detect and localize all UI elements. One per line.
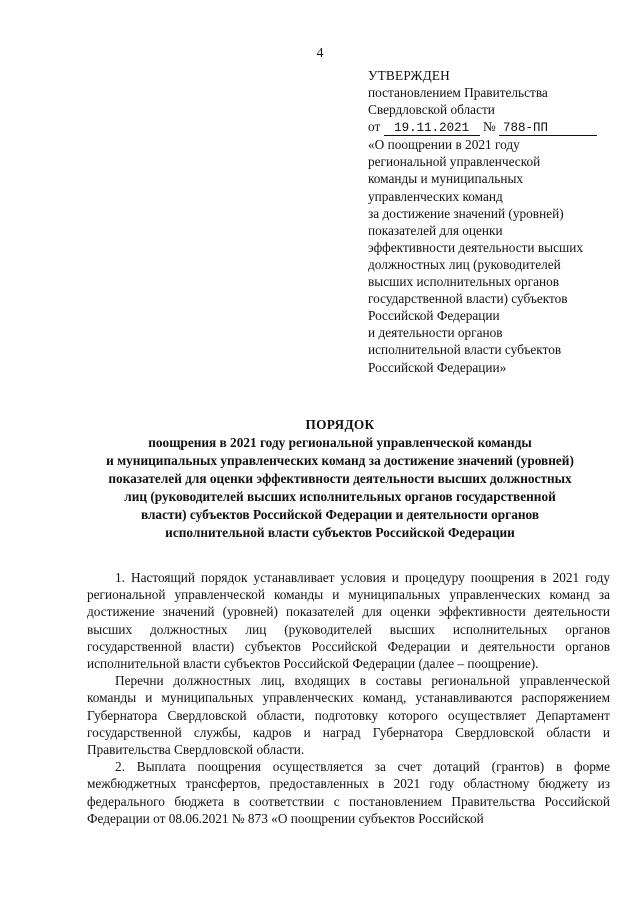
- approval-date-line: [368, 118, 628, 136]
- approval-title-line: исполнительной власти субъектов: [368, 342, 562, 358]
- approval-title-line: Российской Федерации»: [368, 359, 507, 375]
- body-paragraph: 2. Выплата поощрения осуществляется за счет дотаций (грантов) в форме межбюджетных трансфертов, предоставленных в 2021 году областному бюджету из федерального бюджета в соответствии с постановлением Правительства Российской Федерации от 08.06.2021 № 873 «О поощрении субъектов Российской: [87, 759, 610, 826]
- document-title-line: власти) субъектов Российской Федерации и деятельности органов: [140, 507, 540, 522]
- approval-title-line: команды и муниципальных: [368, 171, 524, 187]
- body-paragraph: 1. Настоящий порядок устанавливает условия и процедуру поощрения в 2021 году региональной управленческой команды и муниципальных управленческих команд за достижение значений (уровней) показателей для оценки эффективности деятельности высших должностных лиц (руководителей высших исполнительных органов государственной власти) субъектов Российской Федерации и деятельности органов исполнительной власти субъектов Российской Федерации (далее – поощрение).: [87, 570, 610, 672]
- document-title-line: исполнительной власти субъектов Российской Федерации: [165, 525, 515, 540]
- approval-title-line: эффективности деятельности высших: [368, 239, 583, 255]
- approval-title-line: за достижение значений (уровней): [368, 205, 564, 221]
- approval-title-line: и деятельности органов: [368, 325, 503, 341]
- document-title-line: и муниципальных управленческих команд за достижение значений (уровней): [106, 453, 574, 468]
- date-prefix: от: [368, 119, 381, 135]
- approval-title-line: государственной власти) субъектов: [368, 291, 568, 307]
- page-number: 4: [316, 46, 324, 61]
- approval-title-line: управленческих команд: [368, 188, 503, 204]
- document-body: [87, 569, 610, 827]
- approval-date: 19.11.2021: [384, 121, 480, 136]
- approval-line: постановлением Правительства: [368, 85, 548, 101]
- approval-title-line: должностных лиц (руководителей: [368, 256, 561, 272]
- approval-title-line: региональной управленческой: [368, 154, 541, 170]
- body-paragraph: Перечни должностных лиц, входящих в составы региональной управленческой команды и муниципальных управленческих команд, устанавливаются распоряжением Губернатора Свердловской области, подготовку которого осуществляет Департамент государственной службы, кадров и наград Губернатора Свердловской области и Правительства Свердловской области.: [87, 673, 610, 758]
- approval-number: 788-ПП: [499, 121, 597, 136]
- document-title: [60, 416, 620, 542]
- approval-title-line: показателей для оценки: [368, 222, 503, 238]
- approval-title-line: Российской Федерации: [368, 308, 500, 324]
- document-title-line: лиц (руководителей высших исполнительных органов государственной: [124, 489, 556, 504]
- document-title-line: показателей для оценки эффективности деятельности высших должностных: [108, 471, 572, 486]
- document-title-line: поощрения в 2021 году региональной управленческой команды: [148, 435, 532, 450]
- approval-title-line: «О поощрении в 2021 году: [368, 137, 520, 153]
- approval-line: Свердловской области: [368, 102, 495, 118]
- approval-block: [368, 67, 628, 376]
- number-prefix: №: [482, 119, 496, 135]
- approval-heading: УТВЕРЖДЕН: [368, 68, 450, 83]
- document-title-heading: ПОРЯДОК: [305, 417, 375, 432]
- approval-title-line: высших исполнительных органов: [368, 274, 560, 290]
